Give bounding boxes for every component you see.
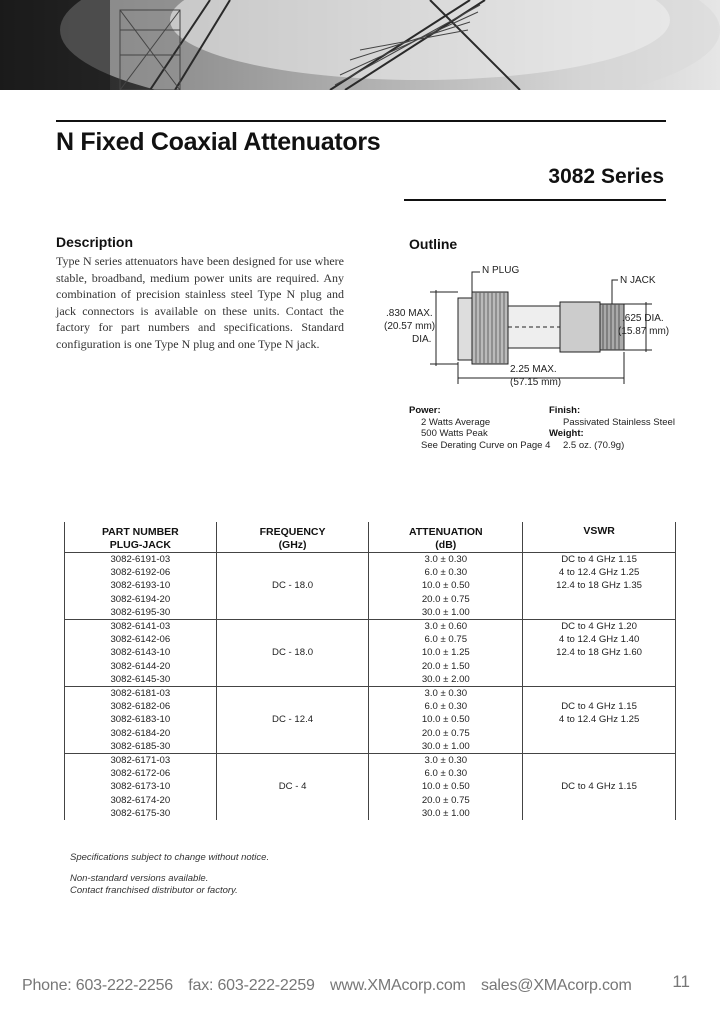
part-number-cell: 3082-6175-30 bbox=[65, 807, 217, 820]
part-number-cell: 3082-6172-06 bbox=[65, 767, 217, 780]
frequency-cell bbox=[216, 633, 369, 646]
part-number-cell: 3082-6143-10 bbox=[65, 646, 217, 659]
frequency-cell bbox=[216, 767, 369, 780]
specifications-table bbox=[64, 522, 676, 820]
vswr-cell: DC to 4 GHz 1.15 bbox=[523, 553, 676, 567]
frequency-cell bbox=[216, 700, 369, 713]
vswr-cell: 4 to 12.4 GHz 1.25 bbox=[523, 566, 676, 579]
note-nonstandard: Non-standard versions available. bbox=[70, 873, 209, 884]
table-row bbox=[65, 593, 676, 606]
part-number-cell: 3082-6174-20 bbox=[65, 794, 217, 807]
part-number-cell: 3082-6191-03 bbox=[65, 553, 217, 567]
attenuation-cell: 20.0 ± 1.50 bbox=[369, 660, 523, 673]
frequency-cell: DC - 18.0 bbox=[216, 646, 369, 659]
part-number-cell: 3082-6194-20 bbox=[65, 593, 217, 606]
series-title: 3082 Series bbox=[548, 165, 664, 188]
part-number-cell: 3082-6184-20 bbox=[65, 727, 217, 740]
vswr-cell bbox=[523, 727, 676, 740]
col-vswr: VSWR bbox=[523, 522, 676, 553]
attenuation-cell: 20.0 ± 0.75 bbox=[369, 727, 523, 740]
page-number: 11 bbox=[672, 972, 690, 991]
title-top-rule bbox=[56, 120, 666, 122]
vswr-cell: 12.4 to 18 GHz 1.35 bbox=[523, 579, 676, 592]
attenuation-cell: 6.0 ± 0.30 bbox=[369, 700, 523, 713]
frequency-cell bbox=[216, 606, 369, 620]
frequency-cell bbox=[216, 740, 369, 754]
attenuation-cell: 30.0 ± 1.00 bbox=[369, 740, 523, 754]
vswr-cell bbox=[523, 660, 676, 673]
frequency-cell bbox=[216, 807, 369, 820]
table-row bbox=[65, 780, 676, 793]
vswr-cell: DC to 4 GHz 1.15 bbox=[523, 780, 676, 793]
vswr-cell bbox=[523, 794, 676, 807]
attenuation-cell: 10.0 ± 0.50 bbox=[369, 713, 523, 726]
attenuation-cell: 30.0 ± 1.00 bbox=[369, 606, 523, 620]
vswr-cell bbox=[523, 767, 676, 780]
vswr-cell bbox=[523, 740, 676, 754]
title-bottom-rule bbox=[404, 199, 666, 201]
power-average: 2 Watts Average bbox=[421, 417, 491, 428]
vswr-cell bbox=[523, 807, 676, 820]
part-number-cell: 3082-6142-06 bbox=[65, 633, 217, 646]
power-derating: See Derating Curve on Page 4 bbox=[421, 440, 551, 451]
frequency-cell bbox=[216, 794, 369, 807]
table-row bbox=[65, 727, 676, 740]
footer-fax: fax: 603-222-2259 bbox=[188, 977, 315, 994]
vswr-cell: DC to 4 GHz 1.15 bbox=[523, 700, 676, 713]
attenuation-cell: 3.0 ± 0.30 bbox=[369, 687, 523, 701]
n-plug-label: N PLUG bbox=[482, 265, 520, 276]
attenuation-cell: 6.0 ± 0.75 bbox=[369, 633, 523, 646]
col-part-number: PART NUMBER PLUG-JACK bbox=[65, 522, 217, 553]
part-number-cell: 3082-6182-06 bbox=[65, 700, 217, 713]
frequency-cell bbox=[216, 673, 369, 687]
note-specifications: Specifications subject to change without notice. bbox=[70, 852, 270, 863]
vswr-cell bbox=[523, 593, 676, 606]
table-row bbox=[65, 620, 676, 634]
table-row bbox=[65, 807, 676, 820]
frequency-cell bbox=[216, 727, 369, 740]
col-frequency: FREQUENCY (GHz) bbox=[216, 522, 369, 553]
table-row bbox=[65, 660, 676, 673]
weight-value: 2.5 oz. (70.9g) bbox=[563, 440, 625, 451]
part-number-cell: 3082-6181-03 bbox=[65, 687, 217, 701]
note-contact: Contact franchised distributor or factory. bbox=[70, 885, 238, 896]
table-row bbox=[65, 566, 676, 579]
attenuation-cell: 10.0 ± 1.25 bbox=[369, 646, 523, 659]
jack-diameter-mm-label: (15.87 mm) bbox=[618, 326, 670, 337]
frequency-cell bbox=[216, 553, 369, 567]
antenna-dish-illustration bbox=[0, 0, 720, 90]
plug-diameter-dia-label: DIA. bbox=[412, 334, 432, 345]
attenuation-cell: 6.0 ± 0.30 bbox=[369, 566, 523, 579]
table-row bbox=[65, 673, 676, 687]
attenuation-cell: 6.0 ± 0.30 bbox=[369, 767, 523, 780]
attenuation-cell: 20.0 ± 0.75 bbox=[369, 794, 523, 807]
part-number-cell: 3082-6173-10 bbox=[65, 780, 217, 793]
table-row bbox=[65, 553, 676, 567]
page-title: N Fixed Coaxial Attenuators bbox=[56, 128, 381, 156]
vswr-cell bbox=[523, 673, 676, 687]
part-number-cell: 3082-6144-20 bbox=[65, 660, 217, 673]
frequency-cell bbox=[216, 566, 369, 579]
footer-phone: Phone: 603-222-2256 bbox=[22, 977, 173, 994]
power-heading: Power: bbox=[409, 405, 441, 416]
part-number-cell: 3082-6193-10 bbox=[65, 579, 217, 592]
table-row bbox=[65, 579, 676, 592]
footer-website-link[interactable]: www.XMAcorp.com bbox=[329, 977, 466, 994]
length-mm-label: (57.15 mm) bbox=[510, 377, 562, 388]
attenuation-cell: 3.0 ± 0.30 bbox=[369, 553, 523, 567]
length-label: 2.25 MAX. bbox=[510, 364, 557, 375]
col-attenuation: ATTENUATION (dB) bbox=[369, 522, 523, 553]
frequency-cell bbox=[216, 660, 369, 673]
finish-value: Passivated Stainless Steel bbox=[563, 417, 675, 428]
finish-heading: Finish: bbox=[549, 405, 581, 416]
table-row bbox=[65, 754, 676, 768]
footer-contact bbox=[22, 977, 643, 995]
part-number-cell: 3082-6183-10 bbox=[65, 713, 217, 726]
table-row bbox=[65, 646, 676, 659]
part-number-cell: 3082-6185-30 bbox=[65, 740, 217, 754]
frequency-cell bbox=[216, 593, 369, 606]
attenuation-cell: 3.0 ± 0.30 bbox=[369, 754, 523, 768]
table-row bbox=[65, 700, 676, 713]
frequency-cell bbox=[216, 620, 369, 634]
plug-diameter-label: .830 MAX. bbox=[386, 308, 433, 319]
frequency-cell: DC - 12.4 bbox=[216, 713, 369, 726]
n-jack-label: N JACK bbox=[620, 275, 656, 286]
outline-heading: Outline bbox=[409, 236, 458, 252]
description-heading: Description bbox=[56, 234, 134, 250]
table-row bbox=[65, 633, 676, 646]
part-number-cell: 3082-6195-30 bbox=[65, 606, 217, 620]
attenuation-cell: 30.0 ± 2.00 bbox=[369, 673, 523, 687]
table-row bbox=[65, 794, 676, 807]
attenuation-cell: 10.0 ± 0.50 bbox=[369, 579, 523, 592]
header-banner-photo bbox=[0, 0, 720, 90]
part-number-cell: 3082-6171-03 bbox=[65, 754, 217, 768]
part-number-cell: 3082-6145-30 bbox=[65, 673, 217, 687]
vswr-cell: 4 to 12.4 GHz 1.40 bbox=[523, 633, 676, 646]
vswr-cell: 12.4 to 18 GHz 1.60 bbox=[523, 646, 676, 659]
attenuation-cell: 30.0 ± 1.00 bbox=[369, 807, 523, 820]
table-header-row bbox=[65, 522, 676, 553]
attenuation-cell: 3.0 ± 0.60 bbox=[369, 620, 523, 634]
power-peak: 500 Watts Peak bbox=[421, 428, 488, 439]
jack-diameter-label: .625 DIA. bbox=[622, 313, 664, 324]
frequency-cell: DC - 4 bbox=[216, 780, 369, 793]
description-text: Type N series attenuators have been designed for use where stable, broadband, medium power units are required. Any combination of precision stainless steel Type N plug and jack connectors is available on these units. Contact the factory for part numbers and specifications. Standard configuration is one Type N plug and one Type N jack. bbox=[56, 254, 344, 351]
vswr-cell bbox=[523, 754, 676, 768]
part-number-cell: 3082-6141-03 bbox=[65, 620, 217, 634]
table-row bbox=[65, 767, 676, 780]
frequency-cell: DC - 18.0 bbox=[216, 579, 369, 592]
table-row bbox=[65, 713, 676, 726]
table-row bbox=[65, 606, 676, 620]
weight-heading: Weight: bbox=[549, 428, 584, 439]
frequency-cell bbox=[216, 754, 369, 768]
footer-email-link[interactable]: sales@XMAcorp.com bbox=[480, 977, 632, 994]
attenuation-cell: 10.0 ± 0.50 bbox=[369, 780, 523, 793]
vswr-cell bbox=[523, 687, 676, 701]
part-number-cell: 3082-6192-06 bbox=[65, 566, 217, 579]
frequency-cell bbox=[216, 687, 369, 701]
plug-diameter-mm-label: (20.57 mm) bbox=[384, 321, 436, 332]
vswr-cell: DC to 4 GHz 1.20 bbox=[523, 620, 676, 634]
vswr-cell bbox=[523, 606, 676, 620]
attenuation-cell: 20.0 ± 0.75 bbox=[369, 593, 523, 606]
vswr-cell: 4 to 12.4 GHz 1.25 bbox=[523, 713, 676, 726]
table-row bbox=[65, 740, 676, 754]
table-row bbox=[65, 687, 676, 701]
